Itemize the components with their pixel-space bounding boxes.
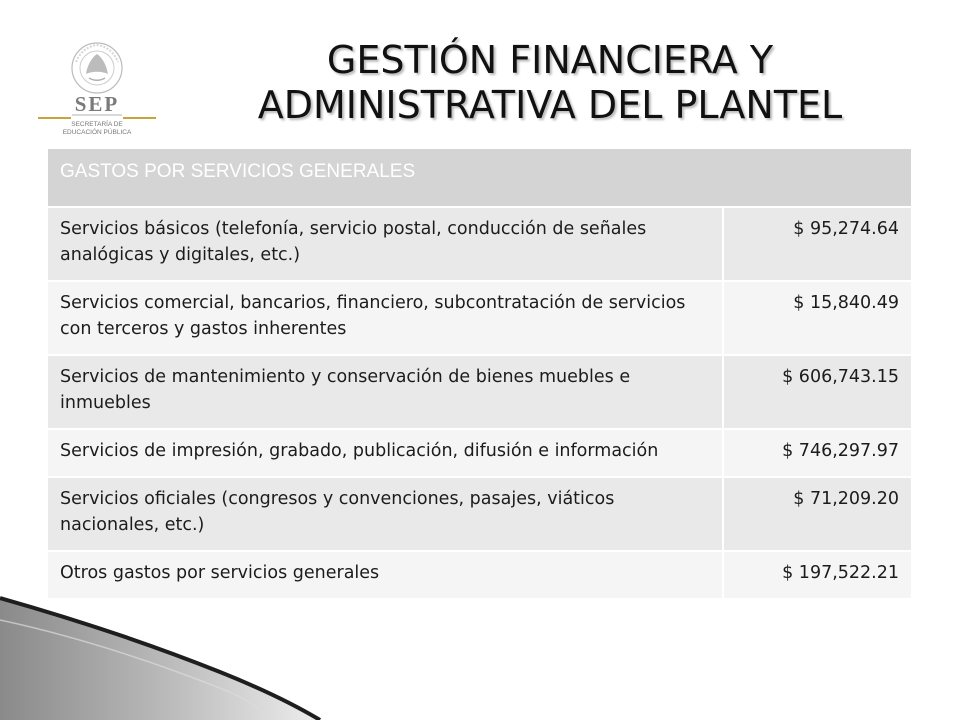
expense-label: Servicios oficiales (congresos y convenciones, pasajes, viáticos nacionales, etc.) <box>48 477 723 551</box>
sep-wordmark: SEP <box>74 92 120 116</box>
expense-amount: $ 15,840.49 <box>723 281 911 355</box>
expense-amount: $ 746,297.97 <box>723 429 911 477</box>
table-row <box>48 355 911 429</box>
page-title-line2: ADMINISTRATIVA DEL PLANTEL <box>257 83 843 127</box>
expense-label: Otros gastos por servicios generales <box>48 551 723 599</box>
table-header-row <box>48 149 911 207</box>
expenses-table <box>48 149 911 600</box>
table-row <box>48 207 911 281</box>
expense-label: Servicios de impresión, grabado, publicación, difusión e información <box>48 429 723 477</box>
sep-subtitle-line2: EDUCACIÓN PÚBLICA <box>62 129 132 136</box>
page-title <box>170 38 930 128</box>
expense-label: Servicios básicos (telefonía, servicio postal, conducción de señales analógicas y digitales, etc.) <box>48 207 723 281</box>
page-title-line1: GESTIÓN FINANCIERA Y <box>326 38 774 82</box>
expense-amount: $ 71,209.20 <box>723 477 911 551</box>
expense-label: Servicios comercial, bancarios, financiero, subcontratación de servicios con terceros y gastos inherentes <box>48 281 723 355</box>
expense-amount: $ 95,274.64 <box>723 207 911 281</box>
national-seal-icon <box>72 43 122 93</box>
decorative-swoosh <box>0 560 330 720</box>
table-row <box>48 281 911 355</box>
table-row <box>48 429 911 477</box>
expense-amount: $ 197,522.21 <box>723 551 911 599</box>
table-header: GASTOS POR SERVICIOS GENERALES <box>48 149 911 207</box>
sep-logo <box>36 38 158 138</box>
expense-amount: $ 606,743.15 <box>723 355 911 429</box>
sep-subtitle-line1: SECRETARÍA DE <box>71 121 123 128</box>
expense-label: Servicios de mantenimiento y conservación de bienes muebles e inmuebles <box>48 355 723 429</box>
table-row <box>48 477 911 551</box>
